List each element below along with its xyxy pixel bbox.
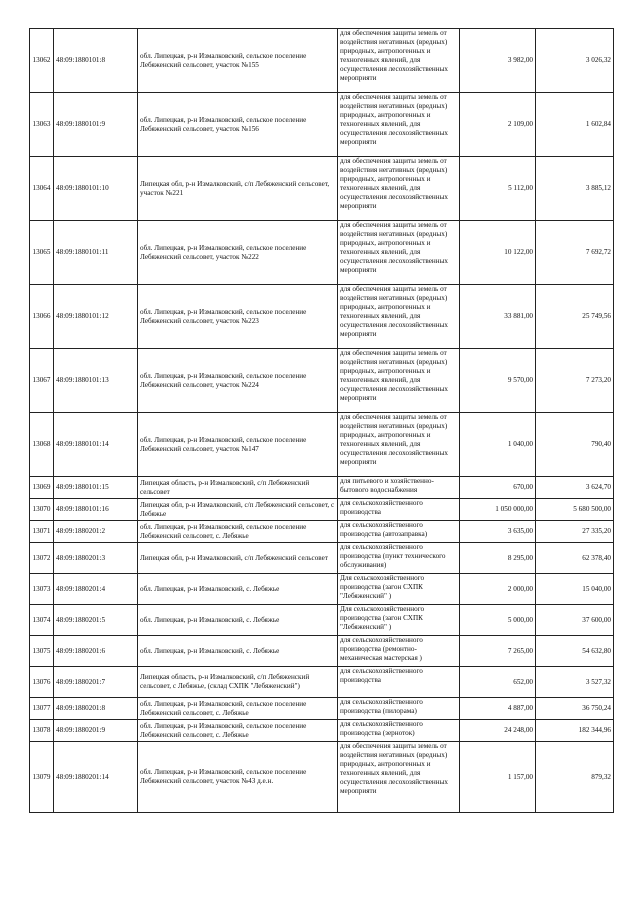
permitted-use: для питьевого и хозяйственно-бытового водоснабжения bbox=[338, 477, 460, 499]
cadastral-number: 48:09:1880101:9 bbox=[54, 93, 138, 157]
cadastral-value: 3 527,32 bbox=[536, 667, 614, 698]
address: обл. Липецкая, р-н Измалковский, сельское поселение Лебяженский сельсовет, участок №223 bbox=[138, 285, 338, 349]
area: 9 570,00 bbox=[460, 349, 536, 413]
cadastral-number: 48:09:1880101:12 bbox=[54, 285, 138, 349]
permitted-use: для обеспечения защиты земель от воздействия негативных (вредных) природных, антропогенных и техногенных явлений, для осуществления лесохозяйственных мероприяти bbox=[338, 349, 460, 413]
table-row bbox=[30, 574, 614, 605]
row-number: 13064 bbox=[30, 157, 54, 221]
address: обл. Липецкая, р-н Измалковский, сельское поселение Лебяженский сельсовет, участок №147 bbox=[138, 413, 338, 477]
cadastral-number: 48:09:1880201:4 bbox=[54, 574, 138, 605]
cadastral-value: 3 624,70 bbox=[536, 477, 614, 499]
address: обл. Липецкая, р-н Измалковский, с. Лебяжье bbox=[138, 574, 338, 605]
address: Липецкая область, р-н Измалковский, с/п Лебяженский сельсовет, с Лебяжье, (склад СХПК "Лебяженский") bbox=[138, 667, 338, 698]
address: обл. Липецкая, р-н Измалковский, сельское поселение Лебяженский сельсовет, участок №222 bbox=[138, 221, 338, 285]
permitted-use: Для сельскохозяйственного производства (загон СХПК "Лебяженский" ) bbox=[338, 605, 460, 636]
area: 33 881,00 bbox=[460, 285, 536, 349]
table-row bbox=[30, 349, 614, 413]
cadastral-number: 48:09:1880201:9 bbox=[54, 720, 138, 742]
cadastral-number: 48:09:1880201:5 bbox=[54, 605, 138, 636]
table-row bbox=[30, 413, 614, 477]
permitted-use: для обеспечения защиты земель от воздействия негативных (вредных) природных, антропогенных и техногенных явлений, для осуществления лесохозяйственных мероприяти bbox=[338, 93, 460, 157]
row-number: 13070 bbox=[30, 499, 54, 521]
address: обл. Липецкая, р-н Измалковский, сельское поселение Лебяженский сельсовет, с. Лебяжье bbox=[138, 698, 338, 720]
permitted-use: для сельскохозяйственного производства (пилорама) bbox=[338, 698, 460, 720]
area: 7 265,00 bbox=[460, 636, 536, 667]
cadastral-number: 48:09:1880101:13 bbox=[54, 349, 138, 413]
address: Липецкая область, р-н Измалковский, с/п Лебяженский сельсовет bbox=[138, 477, 338, 499]
cadastral-value: 3 026,32 bbox=[536, 29, 614, 93]
cadastral-number: 48:09:1880101:8 bbox=[54, 29, 138, 93]
address: обл. Липецкая, р-н Измалковский, сельское поселение Лебяженский сельсовет, с. Лебяжье bbox=[138, 521, 338, 543]
area: 24 248,00 bbox=[460, 720, 536, 742]
table-row bbox=[30, 93, 614, 157]
row-number: 13068 bbox=[30, 413, 54, 477]
address: обл. Липецкая, р-н Измалковский, с. Лебяжье bbox=[138, 605, 338, 636]
table-row bbox=[30, 157, 614, 221]
address: обл. Липецкая, р-н Измалковский, сельское поселение Лебяженский сельсовет, с. Лебяжье bbox=[138, 720, 338, 742]
area: 2 000,00 bbox=[460, 574, 536, 605]
area: 2 109,00 bbox=[460, 93, 536, 157]
table-row bbox=[30, 720, 614, 742]
permitted-use: для сельскохозяйственного производства (пункт технического обслуживания) bbox=[338, 543, 460, 574]
table-body bbox=[30, 29, 614, 813]
table-row bbox=[30, 221, 614, 285]
cadastral-value: 7 692,72 bbox=[536, 221, 614, 285]
cadastral-number: 48:09:1880101:14 bbox=[54, 413, 138, 477]
area: 10 122,00 bbox=[460, 221, 536, 285]
row-number: 13062 bbox=[30, 29, 54, 93]
table-row bbox=[30, 636, 614, 667]
table-row bbox=[30, 742, 614, 813]
cadastral-number: 48:09:1880101:10 bbox=[54, 157, 138, 221]
area: 4 887,00 bbox=[460, 698, 536, 720]
land-registry-table bbox=[29, 28, 614, 813]
permitted-use: для обеспечения защиты земель от воздействия негативных (вредных) природных, антропогенных и техногенных явлений, для осуществления лесохозяйственных мероприяти bbox=[338, 29, 460, 93]
address: Липецкая обл, р-н Измалковский, с/п Лебяженский сельсовет, с Лебяжье bbox=[138, 499, 338, 521]
cadastral-value: 7 273,20 bbox=[536, 349, 614, 413]
area: 652,00 bbox=[460, 667, 536, 698]
table-row bbox=[30, 543, 614, 574]
permitted-use: для обеспечения защиты земель от воздействия негативных (вредных) природных, антропогенных и техногенных явлений, для осуществления лесохозяйственных мероприяти bbox=[338, 221, 460, 285]
cadastral-number: 48:09:1880101:16 bbox=[54, 499, 138, 521]
permitted-use: Для сельскохозяйственного производства (загон СХПК "Лебяженский" ) bbox=[338, 574, 460, 605]
row-number: 13078 bbox=[30, 720, 54, 742]
cadastral-number: 48:09:1880201:6 bbox=[54, 636, 138, 667]
table-row bbox=[30, 521, 614, 543]
row-number: 13073 bbox=[30, 574, 54, 605]
row-number: 13071 bbox=[30, 521, 54, 543]
cadastral-number: 48:09:1880201:2 bbox=[54, 521, 138, 543]
row-number: 13067 bbox=[30, 349, 54, 413]
table-row bbox=[30, 285, 614, 349]
area: 5 000,00 bbox=[460, 605, 536, 636]
area: 1 157,00 bbox=[460, 742, 536, 813]
table-row bbox=[30, 29, 614, 93]
table-row bbox=[30, 477, 614, 499]
address: Липецкая обл, р-н Измалковский, с/п Лебяженский сельсовет, участок №221 bbox=[138, 157, 338, 221]
cadastral-value: 1 602,84 bbox=[536, 93, 614, 157]
row-number: 13066 bbox=[30, 285, 54, 349]
cadastral-number: 48:09:1880101:15 bbox=[54, 477, 138, 499]
cadastral-value: 790,40 bbox=[536, 413, 614, 477]
area: 5 112,00 bbox=[460, 157, 536, 221]
permitted-use: для сельскохозяйственного производства (ремонтно-механическая мастерская ) bbox=[338, 636, 460, 667]
area: 670,00 bbox=[460, 477, 536, 499]
cadastral-value: 5 680 500,00 bbox=[536, 499, 614, 521]
cadastral-number: 48:09:1880201:8 bbox=[54, 698, 138, 720]
permitted-use: для обеспечения защиты земель от воздействия негативных (вредных) природных, антропогенных и техногенных явлений, для осуществления лесохозяйственных мероприяти bbox=[338, 413, 460, 477]
area: 1 050 000,00 bbox=[460, 499, 536, 521]
cadastral-value: 879,32 bbox=[536, 742, 614, 813]
cadastral-value: 62 378,40 bbox=[536, 543, 614, 574]
cadastral-value: 15 040,00 bbox=[536, 574, 614, 605]
row-number: 13079 bbox=[30, 742, 54, 813]
cadastral-value: 3 885,12 bbox=[536, 157, 614, 221]
cadastral-number: 48:09:1880201:7 bbox=[54, 667, 138, 698]
cadastral-value: 182 344,96 bbox=[536, 720, 614, 742]
row-number: 13076 bbox=[30, 667, 54, 698]
row-number: 13065 bbox=[30, 221, 54, 285]
permitted-use: для обеспечения защиты земель от воздействия негативных (вредных) природных, антропогенных и техногенных явлений, для осуществления лесохозяйственных мероприяти bbox=[338, 285, 460, 349]
cadastral-value: 54 632,80 bbox=[536, 636, 614, 667]
permitted-use: для сельскохозяйственного производства bbox=[338, 667, 460, 698]
permitted-use: для сельскохозяйственного производства (зерноток) bbox=[338, 720, 460, 742]
cadastral-number: 48:09:1880201:14 bbox=[54, 742, 138, 813]
row-number: 13063 bbox=[30, 93, 54, 157]
address: обл. Липецкая, р-н Измалковский, сельское поселение Лебяженский сельсовет, участок №155 bbox=[138, 29, 338, 93]
table-row bbox=[30, 698, 614, 720]
permitted-use: для обеспечения защиты земель от воздействия негативных (вредных) природных, антропогенных и техногенных явлений, для осуществления лесохозяйственных мероприяти bbox=[338, 742, 460, 813]
table-row bbox=[30, 667, 614, 698]
address: обл. Липецкая, р-н Измалковский, сельское поселение Лебяженский сельсовет, участок №224 bbox=[138, 349, 338, 413]
cadastral-number: 48:09:1880101:11 bbox=[54, 221, 138, 285]
row-number: 13075 bbox=[30, 636, 54, 667]
cadastral-value: 27 335,20 bbox=[536, 521, 614, 543]
cadastral-value: 37 600,00 bbox=[536, 605, 614, 636]
cadastral-value: 36 750,24 bbox=[536, 698, 614, 720]
row-number: 13077 bbox=[30, 698, 54, 720]
area: 1 040,00 bbox=[460, 413, 536, 477]
permitted-use: для сельскохозяйственного производства bbox=[338, 499, 460, 521]
area: 8 295,00 bbox=[460, 543, 536, 574]
address: Липецкая обл, р-н Измалковский, с/п Лебяженский сельсовет bbox=[138, 543, 338, 574]
address: обл. Липецкая, р-н Измалковский, сельское поселение Лебяженский сельсовет, участок №43 д.е.н. bbox=[138, 742, 338, 813]
row-number: 13069 bbox=[30, 477, 54, 499]
permitted-use: для сельскохозяйственного производства (автозаправка) bbox=[338, 521, 460, 543]
address: обл. Липецкая, р-н Измалковский, с. Лебяжье bbox=[138, 636, 338, 667]
cadastral-value: 25 749,56 bbox=[536, 285, 614, 349]
row-number: 13074 bbox=[30, 605, 54, 636]
area: 3 635,00 bbox=[460, 521, 536, 543]
table-row bbox=[30, 605, 614, 636]
address: обл. Липецкая, р-н Измалковский, сельское поселение Лебяженский сельсовет, участок №156 bbox=[138, 93, 338, 157]
area: 3 982,00 bbox=[460, 29, 536, 93]
row-number: 13072 bbox=[30, 543, 54, 574]
permitted-use: для обеспечения защиты земель от воздействия негативных (вредных) природных, антропогенных и техногенных явлений, для осуществления лесохозяйственных мероприяти bbox=[338, 157, 460, 221]
table-row bbox=[30, 499, 614, 521]
cadastral-number: 48:09:1880201:3 bbox=[54, 543, 138, 574]
